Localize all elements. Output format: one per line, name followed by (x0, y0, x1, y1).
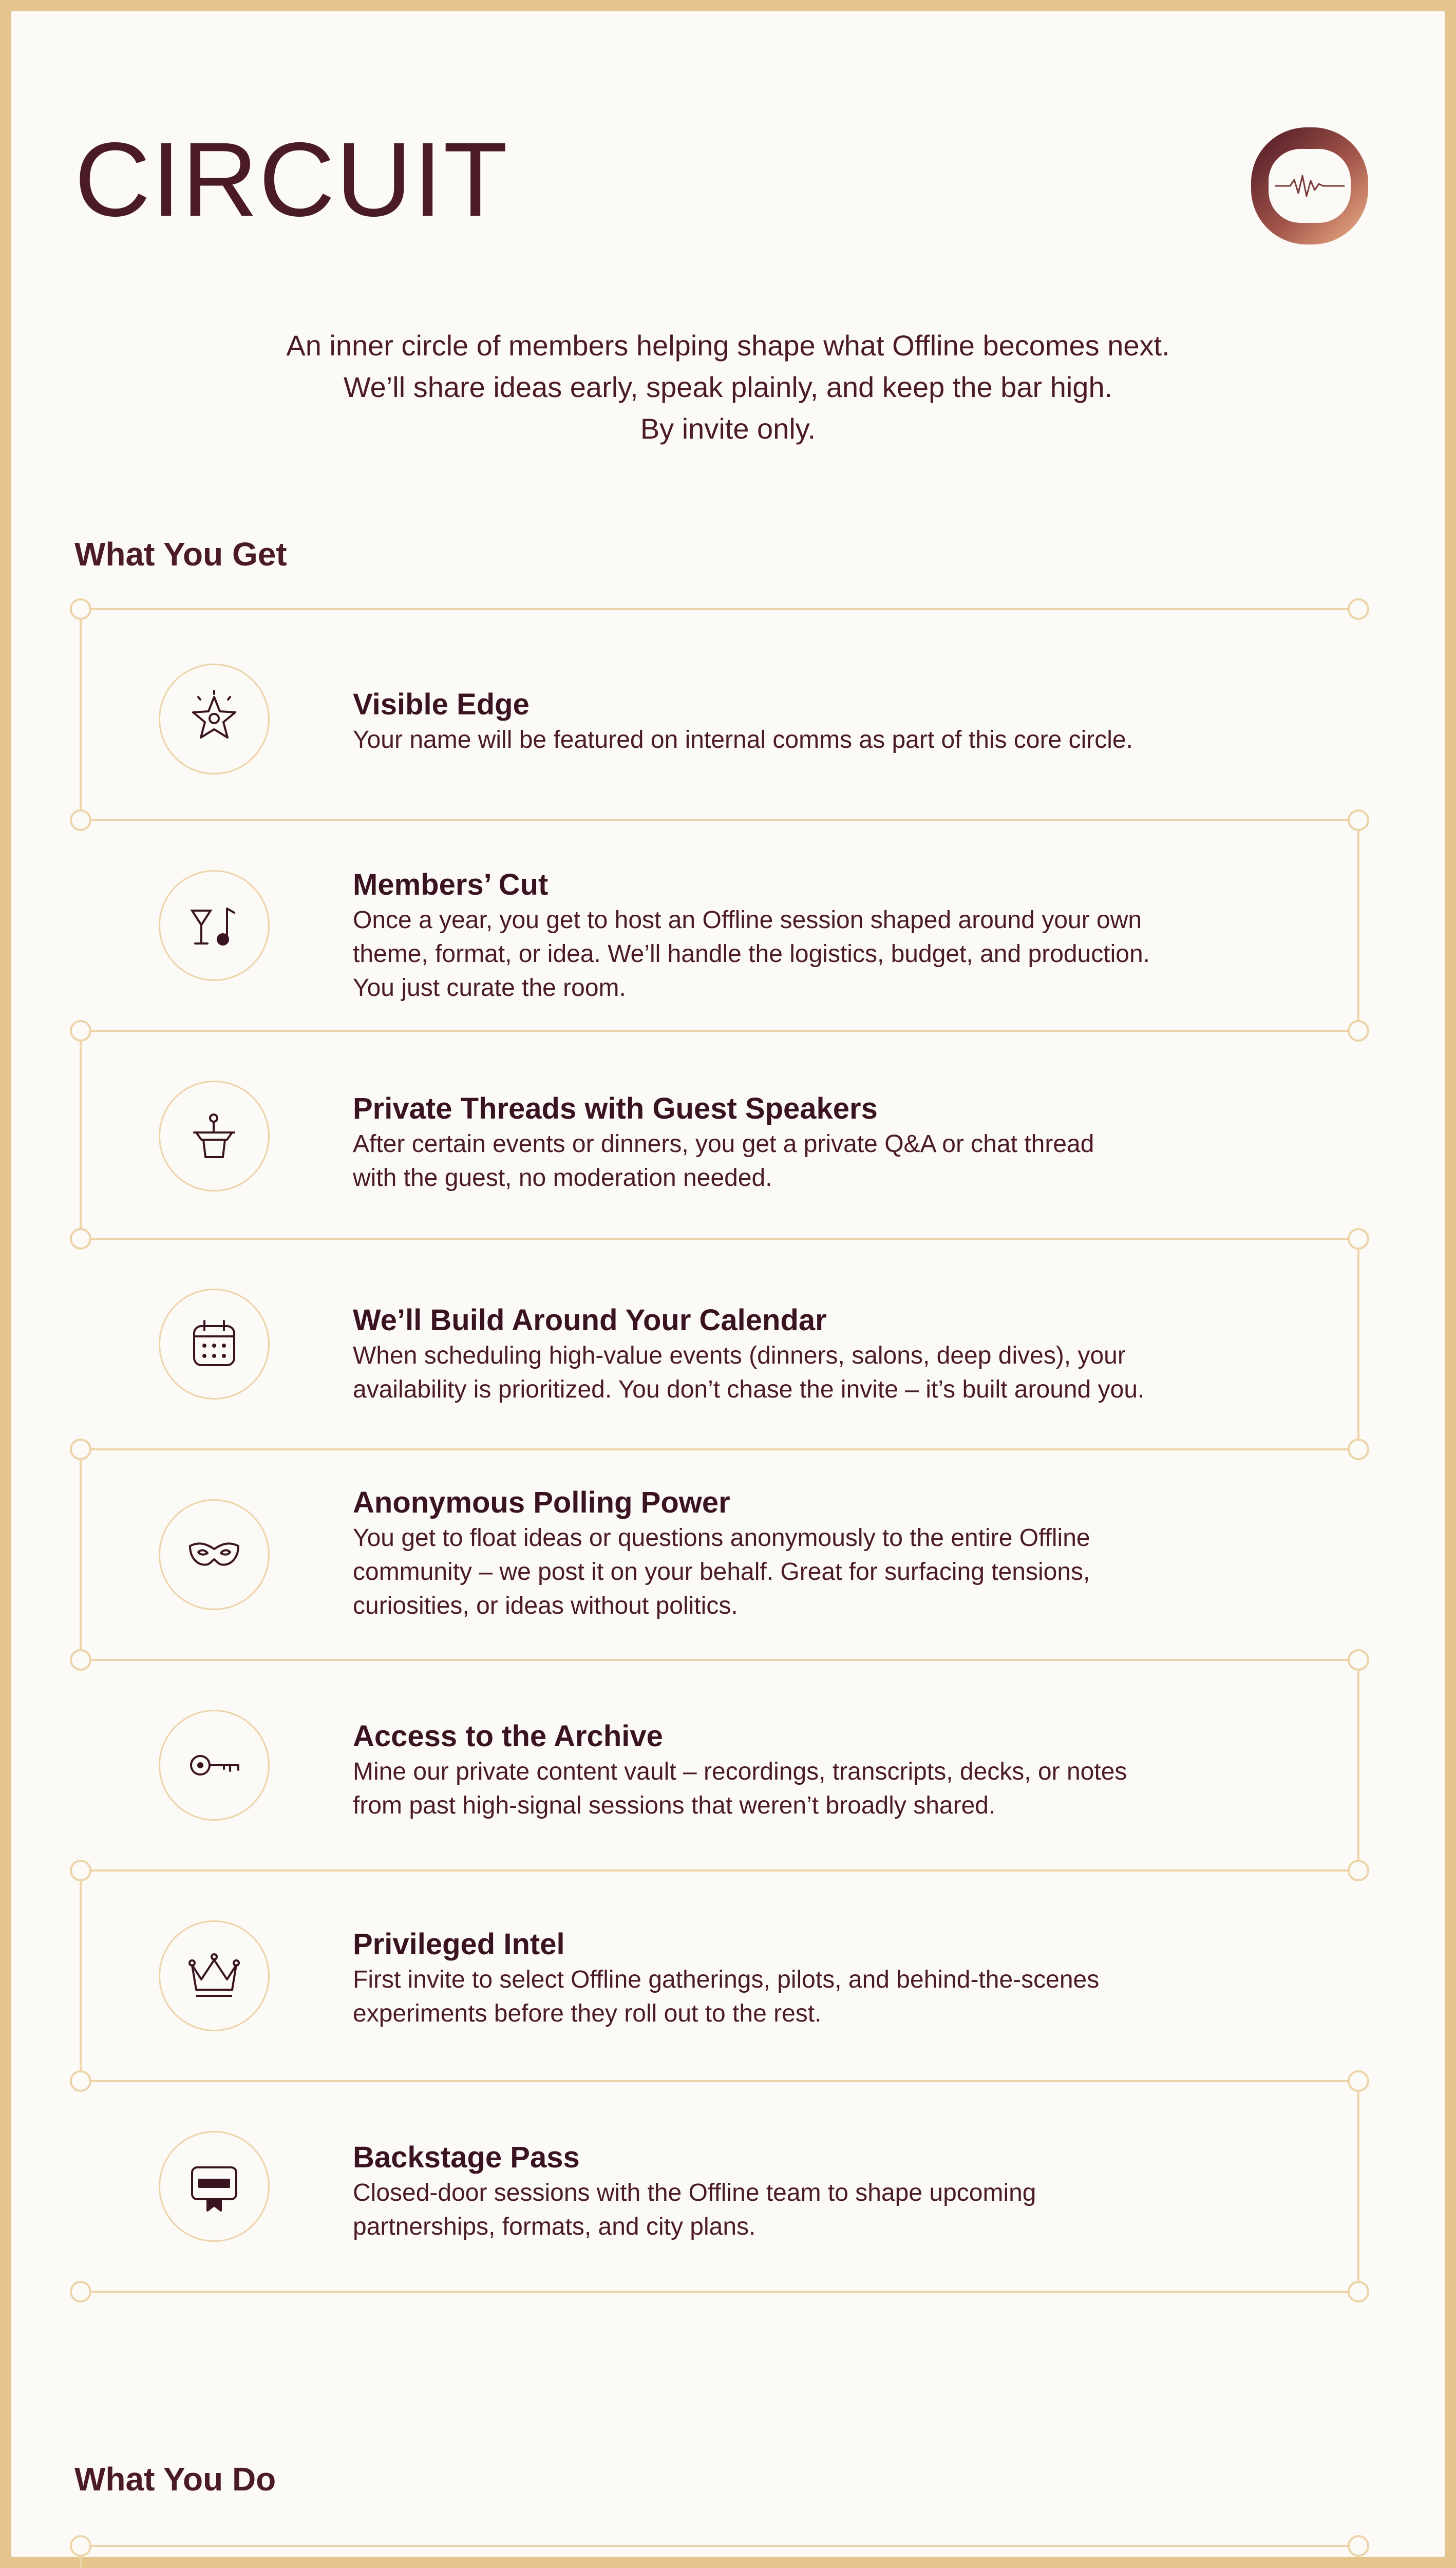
desc-line: Once a year, you get to host an Offline session shaped around your own (353, 907, 1142, 934)
desc-line: You just curate the room. (353, 974, 626, 1002)
benefit-description (353, 723, 1226, 757)
mask-icon (159, 1499, 270, 1610)
speaker-podium-icon (159, 1081, 270, 1192)
benefit-description (353, 903, 1226, 1005)
offline-logo-icon (1248, 124, 1371, 248)
key-icon (159, 1710, 270, 1821)
intro-line: An inner circle of members helping shape what Offline becomes next. (286, 329, 1170, 362)
desc-line: availability is prioritized. You don’t chase the invite – it’s built around you. (353, 1376, 1145, 1403)
backstage-pass-icon (159, 2131, 270, 2242)
cocktail-music-icon (159, 870, 270, 981)
benefit-title: Backstage Pass (353, 2141, 580, 2174)
desc-line: Mine our private content vault – recordings, transcripts, decks, or notes (353, 1758, 1127, 1785)
desc-line: community – we post it on your behalf. Great for surfacing tensions, (353, 1558, 1090, 1585)
benefit-description (353, 1339, 1226, 1407)
desc-line: partnerships, formats, and city plans. (353, 2213, 756, 2240)
calendar-icon (159, 1289, 270, 1400)
intro-line: By invite only. (640, 412, 816, 445)
desc-line: curiosities, or ideas without politics. (353, 1592, 738, 1619)
benefit-title: Access to the Archive (353, 1720, 663, 1753)
benefit-title: Privileged Intel (353, 1928, 565, 1961)
desc-line: You get to float ideas or questions anonymously to the entire Offline (353, 1524, 1090, 1552)
page-title: CIRCUIT (74, 121, 509, 238)
benefit-title: Anonymous Polling Power (353, 1486, 730, 1519)
benefit-description (353, 1963, 1226, 2031)
benefit-title: We’ll Build Around Your Calendar (353, 1304, 827, 1337)
desc-line: with the guest, no moderation needed. (353, 1164, 772, 1192)
benefit-description (353, 1755, 1226, 1823)
star-badge-icon (159, 664, 270, 775)
section-title-what-you-get: What You Get (74, 536, 287, 573)
benefit-description (353, 1521, 1226, 1623)
desc-line: After certain events or dinners, you get a private Q&A or chat thread (353, 1130, 1094, 1158)
desc-line: First invite to select Offline gatherings, pilots, and behind-the-scenes (353, 1966, 1100, 1993)
intro-line: We’ll share ideas early, speak plainly, and keep the bar high. (343, 371, 1113, 403)
benefit-title: Visible Edge (353, 688, 530, 721)
desc-line: from past high-signal sessions that weren’t broadly shared. (353, 1792, 996, 1819)
benefit-title: Members’ Cut (353, 868, 549, 901)
benefit-description (353, 2176, 1226, 2244)
benefit-title: Private Threads with Guest Speakers (353, 1092, 878, 1125)
crown-icon (159, 1920, 270, 2031)
page (11, 11, 1445, 2557)
benefit-description (353, 1127, 1226, 1195)
desc-line: experiments before they roll out to the rest. (353, 2000, 822, 2027)
desc-line: Your name will be featured on internal comms as part of this core circle. (353, 726, 1133, 753)
desc-line: When scheduling high-value events (dinners, salons, deep dives), your (353, 1342, 1126, 1369)
section-title-what-you-do: What You Do (74, 2461, 276, 2498)
desc-line: theme, format, or idea. We’ll handle the logistics, budget, and production. (353, 940, 1150, 968)
desc-line: Closed-door sessions with the Offline team to shape upcoming (353, 2179, 1036, 2206)
intro-text (11, 325, 1445, 449)
